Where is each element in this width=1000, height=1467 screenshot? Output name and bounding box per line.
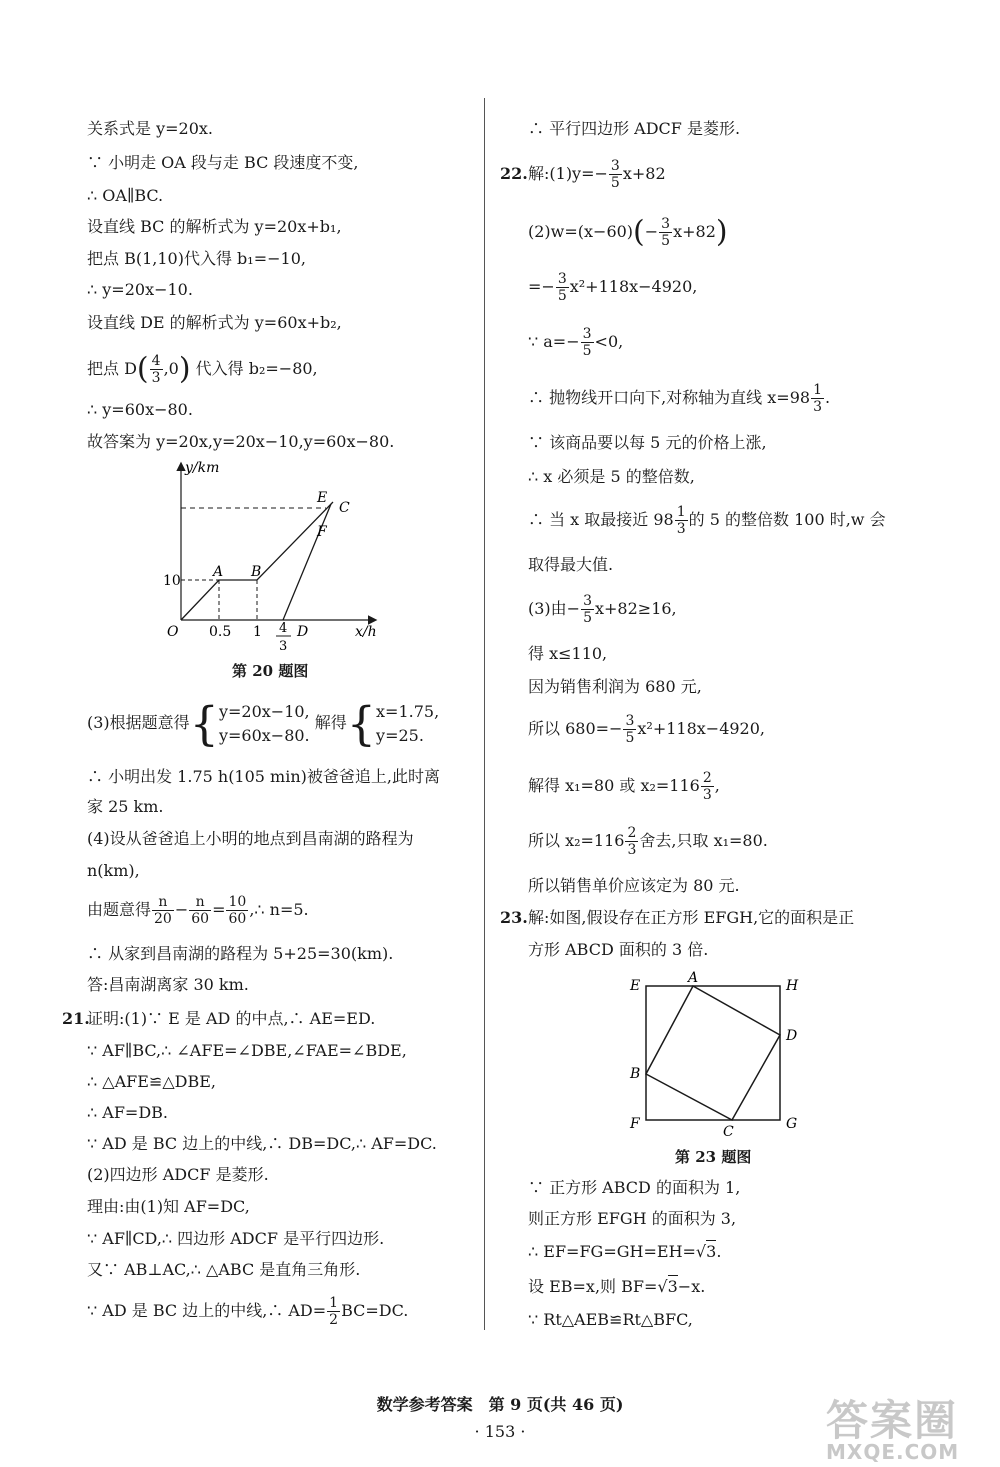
text: 所以 680=−: [528, 719, 623, 738]
text-line: 理由:由(1)知 AF=DC,: [87, 1197, 250, 1216]
numerator: 3: [582, 326, 592, 342]
text-line: ∴ △AFE≌△DBE,: [87, 1072, 216, 1091]
operator: −: [174, 900, 189, 919]
system-of-equations: [87, 697, 439, 749]
fraction: [811, 382, 824, 415]
text-line: 又∵ AB⊥AC,∴ △ABC 是直角三角形.: [87, 1260, 361, 1279]
denominator: 3: [813, 399, 822, 415]
father-line: [283, 504, 331, 620]
text-line-with-fraction: [528, 500, 886, 540]
text-line: ∴ 小明出发 1.75 h(105 min)被爸爸追上,此时离: [87, 767, 440, 786]
text-line-with-fraction: [528, 154, 666, 194]
denominator: 3: [702, 787, 712, 803]
text-line: 故答案为 y=20x,y=20x−10,y=60x−80.: [87, 432, 395, 451]
eq2: y=60x−80.: [218, 725, 310, 745]
text-line: ∴ y=20x−10.: [87, 280, 193, 299]
text: 所以 x₂=116: [528, 831, 625, 850]
paren-open: (: [136, 351, 149, 387]
text: 的 5 的整倍数 100 时,w 会: [688, 510, 886, 529]
y-tick-10: 10: [163, 573, 181, 589]
text: ∴ EF=FG=GH=EH=√: [528, 1242, 707, 1261]
text: 解得 x₁=80 或 x₂=116: [528, 776, 700, 795]
watermark-logo: 答案圈: [826, 1396, 959, 1445]
text-line: ∴ x 必须是 5 的整倍数,: [528, 467, 695, 486]
denominator: 2: [329, 1312, 339, 1328]
text-line: 关系式是 y=20x.: [87, 119, 214, 138]
numerator: n: [189, 894, 211, 911]
text-line: ∴ 平行四边形 ADCF 是菱形.: [528, 119, 741, 138]
label-c: C: [723, 1124, 734, 1140]
label-h: H: [786, 978, 799, 994]
text-line: 则正方形 EFGH 的面积为 3,: [528, 1209, 737, 1228]
label-a: A: [688, 970, 699, 986]
text: 由题意得: [87, 900, 152, 919]
fraction: [556, 271, 569, 304]
text-line: ∵ AF∥BC,∴ ∠AFE=∠DBE,∠FAE=∠BDE,: [87, 1041, 407, 1060]
text-line: 因为销售利润为 680 元,: [528, 677, 702, 696]
point-c-label: C: [339, 500, 350, 516]
text: 代入得 b₂=−80,: [195, 359, 318, 378]
numerator: 2: [627, 825, 637, 841]
denominator: 5: [610, 175, 620, 191]
text: .: [716, 1242, 722, 1261]
text: =−: [528, 277, 555, 296]
fraction: [581, 326, 594, 359]
sol1: x=1.75,: [376, 701, 440, 721]
text: .: [824, 388, 831, 407]
text-line: ∴ AF=DB.: [87, 1103, 168, 1122]
denominator: 3: [627, 842, 637, 858]
text-line-with-fraction: [528, 709, 765, 749]
numerator: 4: [151, 353, 161, 369]
text: ,∴ n=5.: [249, 900, 309, 919]
text: (3)根据题意得: [87, 713, 190, 732]
point-b-label: B: [251, 564, 262, 580]
label-f: F: [630, 1116, 640, 1132]
numerator: 3: [583, 593, 592, 609]
text-line: ∵ AF∥CD,∴ 四边形 ADCF 是平行四边形.: [87, 1229, 385, 1248]
text-line: ∴ y=60x−80.: [87, 400, 193, 419]
column-divider: [484, 98, 485, 1330]
denominator: 3: [151, 370, 161, 386]
paren-close: ): [178, 351, 191, 387]
fraction: [226, 894, 248, 927]
fraction: [152, 894, 174, 927]
question-22-number: 22.: [500, 164, 528, 183]
paren-close: ): [715, 214, 728, 250]
fraction: [327, 1295, 340, 1328]
text: x+82: [673, 222, 716, 241]
text-line: ∴ OA∥BC.: [87, 186, 164, 205]
text-line: 设直线 DE 的解析式为 y=60x+b₂,: [87, 313, 342, 332]
fraction: [659, 216, 672, 249]
denominator: 5: [625, 730, 635, 746]
numerator: 1: [813, 382, 822, 398]
equations: [219, 700, 310, 748]
text: ∵ a=−: [528, 332, 580, 351]
numerator: 2: [702, 770, 712, 786]
fraction: [623, 713, 636, 746]
text-line: 设直线 BC 的解析式为 y=20x+b₁,: [87, 217, 342, 236]
text-line: 解:如图,假设存在正方形 EFGH,它的面积是正: [528, 908, 855, 927]
fraction: [150, 353, 163, 386]
solutions: [376, 700, 439, 748]
text: 解:(1)y=−: [528, 164, 608, 183]
text-line-with-fraction: [528, 267, 697, 307]
x-tick-1: 1: [253, 624, 262, 640]
point-d-label: D: [297, 624, 309, 640]
numerator: 3: [661, 216, 671, 232]
text: x²+118x−4920,: [637, 719, 765, 738]
text: −x.: [677, 1277, 706, 1296]
text-line-with-fraction: [528, 821, 768, 861]
text: ∵ AD 是 BC 边上的中线,∴ AD=: [87, 1301, 327, 1320]
fraction: [625, 825, 638, 858]
fraction: [701, 770, 714, 803]
text-line-with-fraction: [528, 378, 830, 418]
text-line: ∵ 小明走 OA 段与走 BC 段速度不变,: [87, 153, 359, 172]
denominator: 3: [676, 521, 686, 537]
text-line-with-fraction: [87, 349, 318, 389]
text-line: ∵ 该商品要以每 5 元的价格上涨,: [528, 433, 767, 452]
text-line: ∵ 正方形 ABCD 的面积为 1,: [528, 1178, 741, 1197]
numerator: 1: [329, 1295, 339, 1311]
numerator: 3: [625, 713, 635, 729]
text-line-with-fraction: [87, 890, 309, 930]
text: x+82≥16,: [595, 599, 677, 618]
text-line-with-fraction: [87, 1291, 408, 1331]
text: 设 EB=x,则 BF=√: [528, 1277, 668, 1296]
text-line: 所以销售单价应该定为 80 元.: [528, 876, 740, 895]
text: x²+118x−4920,: [569, 277, 698, 296]
paren-open: (: [633, 214, 645, 250]
square-efgh: [646, 986, 780, 1120]
text-line: 取得最大值.: [528, 555, 614, 574]
operator: =: [212, 900, 226, 919]
label-e: E: [630, 978, 641, 994]
page-number: · 153 ·: [474, 1422, 526, 1441]
text: BC=DC.: [341, 1301, 409, 1320]
denominator: 60: [228, 911, 247, 927]
text-line-with-fraction: [528, 212, 728, 252]
brace: {: [189, 696, 219, 751]
y-axis-label: y/km: [185, 460, 220, 476]
fraction: [675, 504, 688, 537]
square-abcd: [646, 986, 780, 1120]
figure-23-squares: [620, 966, 810, 1144]
radicand: 3: [667, 1277, 678, 1296]
text-line: 方形 ABCD 面积的 3 倍.: [528, 940, 709, 959]
label-g: G: [786, 1116, 798, 1132]
fraction: [189, 894, 211, 927]
text-line: 把点 B(1,10)代入得 b₁=−10,: [87, 249, 306, 268]
denominator: 20: [154, 911, 172, 927]
numerator: 1: [676, 504, 686, 520]
denominator: 5: [661, 233, 671, 249]
radicand: 3: [706, 1242, 717, 1261]
numerator: n: [152, 894, 174, 911]
label-d: D: [786, 1028, 798, 1044]
text: ,0: [163, 359, 179, 378]
eq1: y=20x−10,: [218, 701, 310, 721]
numerator: 3: [610, 158, 620, 174]
x-tick-4-3-denominator: 3: [279, 639, 288, 654]
question-23-number: 23.: [500, 908, 528, 927]
point-e-label: E: [317, 490, 328, 506]
text: 把点 D: [87, 359, 137, 378]
watermark-url: MXQE.COM: [826, 1440, 960, 1464]
x-tick-4-3-numerator: 4: [279, 621, 288, 636]
text-line: 答:昌南湖离家 30 km.: [87, 975, 249, 994]
text-line: ∵ Rt△AEB≌Rt△BFC,: [528, 1310, 693, 1329]
label-b: B: [630, 1066, 641, 1082]
text-line-with-sqrt: [528, 1241, 721, 1263]
point-a-label: A: [213, 564, 224, 580]
text-line: (4)设从爸爸追上小明的地点到昌南湖的路程为: [87, 829, 414, 848]
fraction: [609, 158, 622, 191]
text-line: 得 x≤110,: [528, 644, 608, 663]
page-footer-title: 数学参考答案 第 9 页(共 46 页): [376, 1395, 624, 1414]
text: −: [644, 222, 659, 241]
text-line-with-fraction: [528, 322, 623, 362]
text: <0,: [594, 332, 624, 351]
text: ,: [714, 776, 720, 795]
text: ∴ 当 x 取最接近 98: [528, 510, 674, 529]
figure-23-caption: 第 23 题图: [675, 1148, 752, 1166]
text: (3)由−: [528, 599, 581, 618]
denominator: 5: [583, 610, 592, 626]
figure-20-caption: 第 20 题图: [232, 662, 309, 680]
numerator: 3: [557, 271, 567, 287]
text: ∴ 抛物线开口向下,对称轴为直线 x=98: [528, 388, 811, 407]
text-line: (2)四边形 ADCF 是菱形.: [87, 1165, 269, 1184]
numerator: 10: [228, 894, 247, 910]
text-line-with-fraction: [528, 589, 677, 629]
text: 解得: [314, 713, 347, 732]
denominator: 60: [191, 911, 210, 927]
text-line-with-sqrt: [528, 1276, 705, 1298]
x-axis-label: x/h: [355, 624, 377, 640]
text-line-with-fraction: [528, 766, 720, 806]
fraction: [581, 593, 594, 626]
origin-label: O: [167, 624, 179, 640]
question-21-number: 21.: [62, 1009, 90, 1028]
text: x+82: [622, 164, 666, 183]
text-line: ∵ AD 是 BC 边上的中线,∴ DB=DC,∴ AF=DC.: [87, 1134, 437, 1153]
sol2: y=25.: [376, 725, 424, 745]
text-line: n(km),: [87, 861, 140, 880]
point-f-label: F: [317, 524, 327, 540]
figure-20-graph: [155, 458, 385, 666]
denominator: 5: [557, 288, 567, 304]
text-line: 证明:(1)∵ E 是 AD 的中点,∴ AE=ED.: [87, 1009, 376, 1028]
text: (2)w=(x−60): [528, 222, 634, 241]
text-line: 家 25 km.: [87, 797, 164, 816]
x-tick-0.5: 0.5: [209, 624, 232, 640]
text: 舍去,只取 x₁=80.: [639, 831, 768, 850]
text-line: ∴ 从家到昌南湖的路程为 5+25=30(km).: [87, 944, 394, 963]
denominator: 5: [582, 343, 592, 359]
brace: {: [346, 696, 377, 751]
